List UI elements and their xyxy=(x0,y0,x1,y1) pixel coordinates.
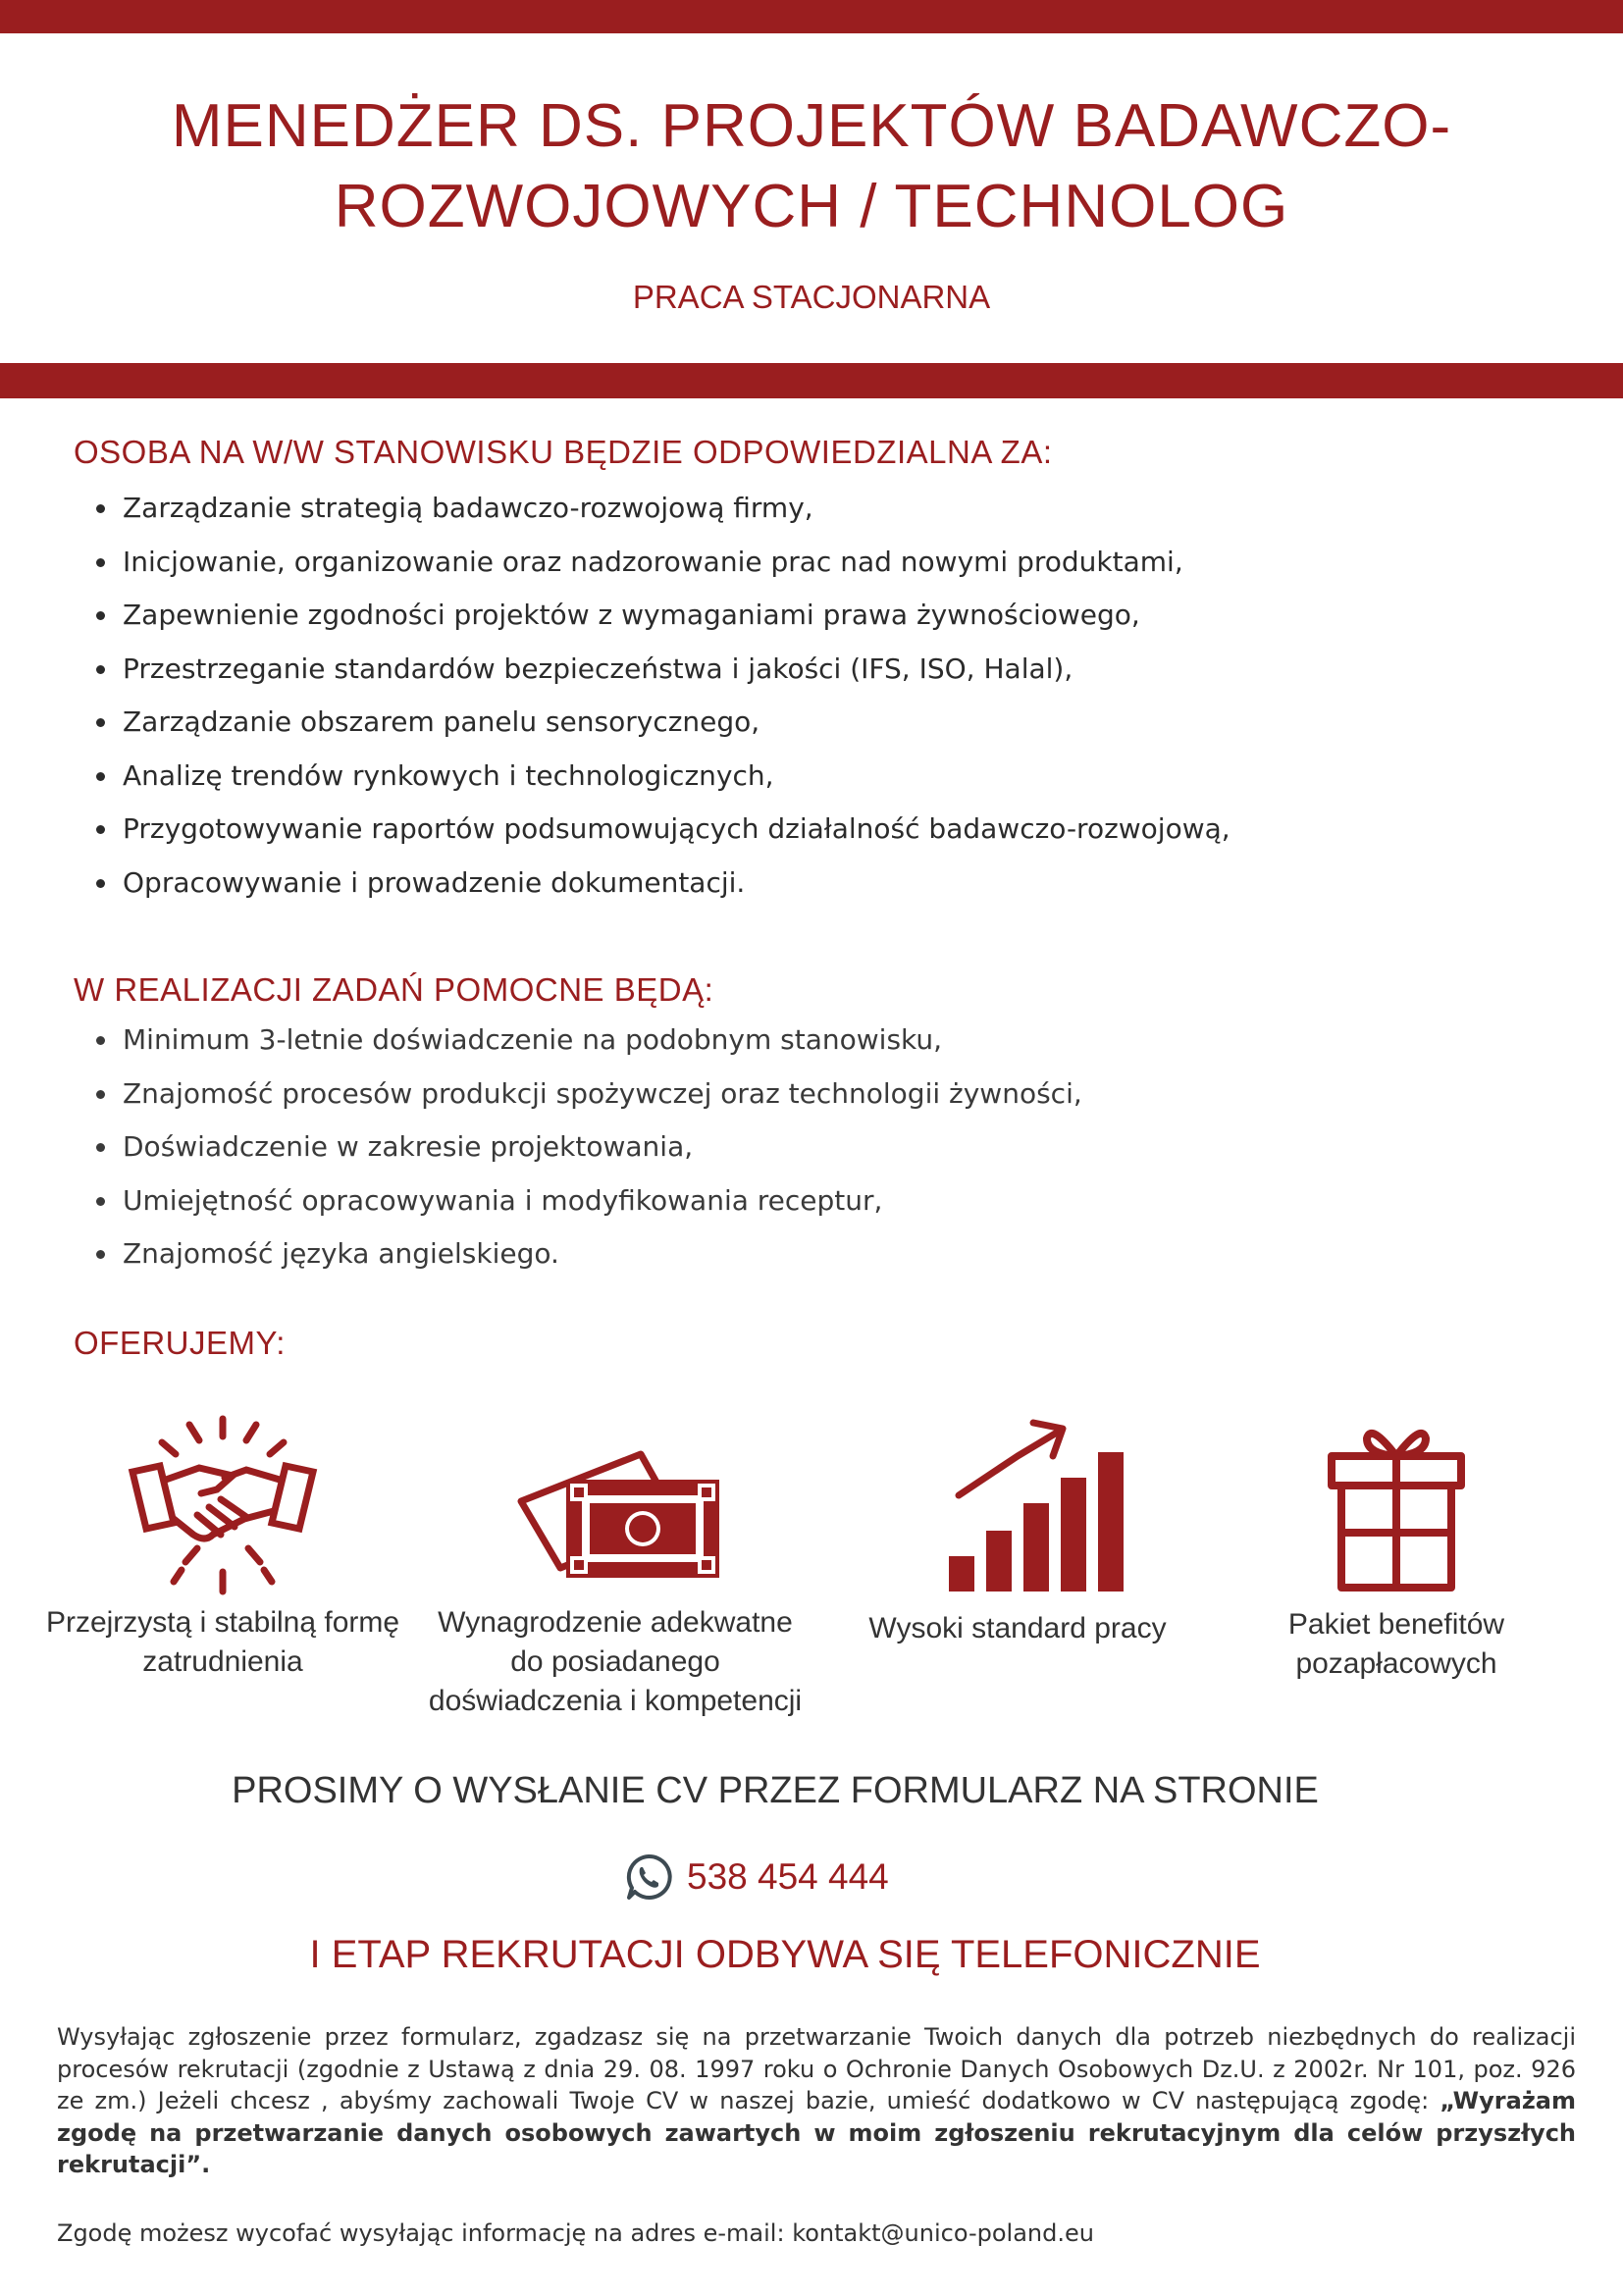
gift-icon xyxy=(1288,1413,1504,1595)
list-item: • Znajomość procesów produkcji spożywczej oraz technologii żywności, xyxy=(120,1068,1082,1122)
phone-contact xyxy=(624,1851,889,1904)
list-item: • Zarządzanie obszarem panelu sensorycznego, xyxy=(120,696,1230,750)
job-title: MENEDŻER DS. PROJEKTÓW BADAWCZO-ROZWOJOWYCH / TECHNOLOG xyxy=(171,92,1452,240)
consent-quote: „Wyrażam zgodę na przetwarzanie danych osobowych zawartych w moim zgłoszeniu rekrutacyjnym dla celów przyszłych rekrutacji”. xyxy=(57,2087,1576,2179)
growth-chart-icon xyxy=(910,1413,1126,1595)
list-item: • Opracowywanie i prowadzenie dokumentacji. xyxy=(120,857,1230,911)
whatsapp-icon xyxy=(624,1852,673,1902)
responsibilities-list xyxy=(83,482,1230,910)
money-icon xyxy=(507,1413,723,1595)
offer-item-standard xyxy=(826,1413,1209,1644)
header-divider-bar xyxy=(0,363,1623,398)
consent-clause: Wysyłając zgłoszenie przez formularz, zgadzasz się na przetwarzanie Twoich danych dla potrzeb niezbędnych do realizacji procesów rekrutacji (zgodnie z Ustawą z dnia 29. 08. 1997 roku o Ochronie Danych Osobowych Dz.U. z 2002r. Nr 101, poz. 926 ze zm.) Jeżeli chcesz , abyśmy zachowali Twoje CV w naszej bazie, umieść dodatkowo w CV następującą zgodę: „Wyrażam zgodę na przetwarzanie danych osobowych zawartych w moim zgłoszeniu rekrutacyjnym dla celów przyszłych rekrutacji”. xyxy=(57,2023,1576,2179)
requirements-list xyxy=(83,1014,1082,1281)
list-item: • Umiejętność opracowywania i modyfikowania receptur, xyxy=(120,1174,1082,1228)
list-item: • Przygotowywanie raportów podsumowujących działalność badawczo-rozwojową, xyxy=(120,803,1230,857)
offer-label-employment: Przejrzystą i stabilną formę zatrudnienia xyxy=(45,1606,400,1678)
list-item: • Analizę trendów rynkowych i technologicznych, xyxy=(120,750,1230,804)
offer-label-benefits: Pakiet benefitów pozapłacowych xyxy=(1287,1608,1505,1680)
offer-item-salary xyxy=(424,1413,807,1717)
list-item: • Inicjowanie, organizowanie oraz nadzorowanie prac nad nowymi produktami, xyxy=(120,536,1230,590)
list-item: • Zarządzanie strategią badawczo-rozwojową firmy, xyxy=(120,482,1230,536)
list-item: • Przestrzeganie standardów bezpieczeństwa i jakości (IFS, ISO, Halal), xyxy=(120,643,1230,697)
list-item: • Zapewnienie zgodności projektów z wymaganiami prawa żywnościowego, xyxy=(120,589,1230,643)
offer-item-employment xyxy=(31,1413,414,1678)
phone-number[interactable]: 538 454 444 xyxy=(687,1856,889,1897)
list-item: • Znajomość języka angielskiego. xyxy=(120,1227,1082,1281)
responsibilities-heading: OSOBA NA W/W STANOWISKU BĘDZIE ODPOWIEDZIALNA ZA: xyxy=(74,434,1053,470)
top-accent-bar xyxy=(0,0,1623,33)
offer-label-salary: Wynagrodzenie adekwatne do posiadanego doświadczenia i kompetencji xyxy=(428,1606,803,1717)
requirements-heading: W REALIZACJI ZADAŃ POMOCNE BĘDĄ: xyxy=(74,971,714,1008)
list-item: • Minimum 3-letnie doświadczenie na podobnym stanowisku, xyxy=(120,1014,1082,1068)
offer-heading: OFERUJEMY: xyxy=(74,1325,286,1361)
cv-submission-cta: PROSIMY O WYSŁANIE CV PRZEZ FORMULARZ NA STRONIE xyxy=(232,1770,1319,1811)
offer-label-standard: Wysoki standard pracy xyxy=(868,1612,1167,1644)
work-mode-subtitle: PRACA STACJONARNA xyxy=(632,279,991,315)
list-item: • Doświadczenie w zakresie projektowania, xyxy=(120,1121,1082,1174)
withdraw-consent-info: Zgodę możesz wycofać wysyłając informację na adres e-mail: kontakt@unico-poland.eu xyxy=(57,2219,1094,2247)
handshake-icon xyxy=(115,1413,331,1595)
recruitment-stage-info: I ETAP REKRUTACJI ODBYWA SIĘ TELEFONICZNIE xyxy=(309,1933,1261,1976)
offer-item-benefits xyxy=(1205,1413,1588,1680)
